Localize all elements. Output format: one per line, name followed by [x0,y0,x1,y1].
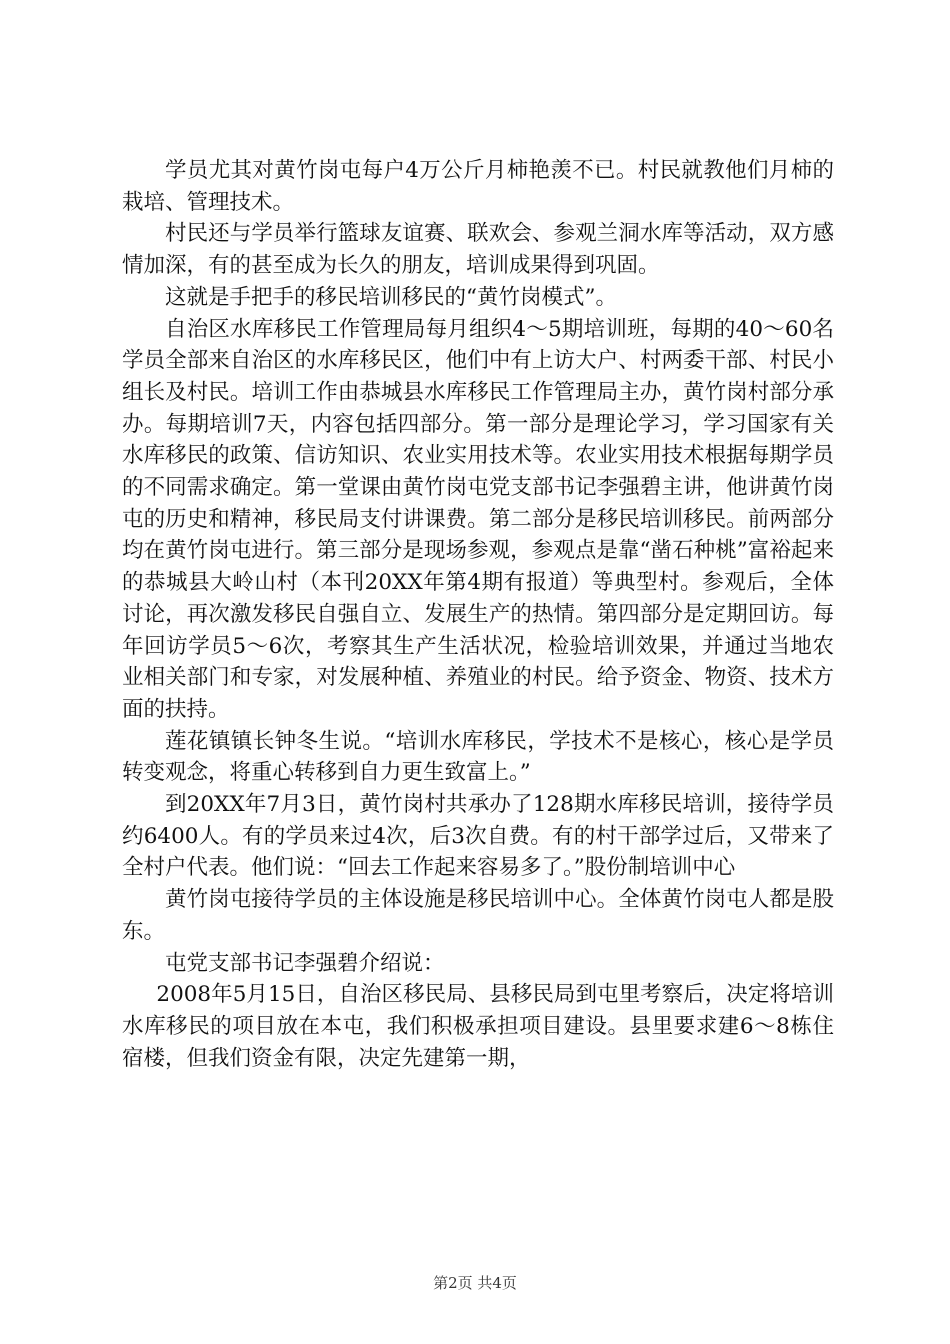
paragraph-8: 屯党支部书记李强碧介绍说： [165,950,445,976]
paragraph-4: 自治区水库移民工作管理局每月组织4～5期培训班，每期的40～60名学员全部来自治区的水库移民区，他们中有上访大户、村两委干部、村民小组长及村民。培训工作由恭城县水库移民工作管理局主办，黄竹岗村部分承办。每期培训7天，内容包括四部分。第一部分是理论学习，学习国家有关水库移民的政策、信访知识、农业实用技术等。农业实用技术根据每期学员的不同需求确定。第一堂课由黄竹岗屯党支部书记李强碧主讲，他讲黄竹岗屯的历史和精神，移民局支付讲课费。第二部分是移民培训移民。前两部分均在黄竹岗屯进行。第三部分是现场参观，参观点是靠“凿石种桃”富裕起来的恭城县大岭山村（本刊20XX年第4期有报道）等典型村。参观后，全体讨论，再次激发移民自强自立、发展生产的热情。第四部分是定期回访。每年回访学员5～6次，考察其生产生活状况，检验培训效果，并通过当地农业相关部门和专家，对发展种植、养殖业的村民。给予资金、物资、技术方面的扶持。 [122,316,834,722]
paragraph-1: 学员尤其对黄竹岗屯每户4万公斤月柿艳羡不已。村民就教他们月柿的栽培、管理技术。 [122,158,834,215]
paragraph-9: 2008年5月15日，自治区移民局、县移民局到屯里考察后，决定将培训水库移民的项目放在本屯，我们积极承担项目建设。县里要求建6～8栋住宿楼，但我们资金有限，决定先建第一期， [122,982,834,1071]
paragraph-3: 这就是手把手的移民培训移民的“黄竹岗模式”。 [165,284,617,310]
page-number-footer: 第2页 共4页 [433,1274,517,1292]
document-body [122,155,834,1074]
paragraph-2: 村民还与学员举行篮球友谊赛、联欢会、参观兰洞水库等活动，双方感情加深，有的甚至成为长久的朋友，培训成果得到巩固。 [122,221,834,279]
paragraph-6: 到20XX年7月3日，黄竹岗村共承办了128期水库移民培训，接待学员约6400人。有的学员来过4次，后3次自费。有的村干部学过后，又带来了全村户代表。他们说：“回去工作起来容易多了。”股份制培训中心 [122,792,834,881]
paragraph-5: 莲花镇镇长钟冬生说。“培训水库移民，学技术不是核心，核心是学员转变观念，将重心转移到自力更生致富上。” [122,728,834,786]
paragraph-7: 黄竹岗屯接待学员的主体设施是移民培训中心。全体黄竹岗屯人都是股东。 [122,887,834,944]
